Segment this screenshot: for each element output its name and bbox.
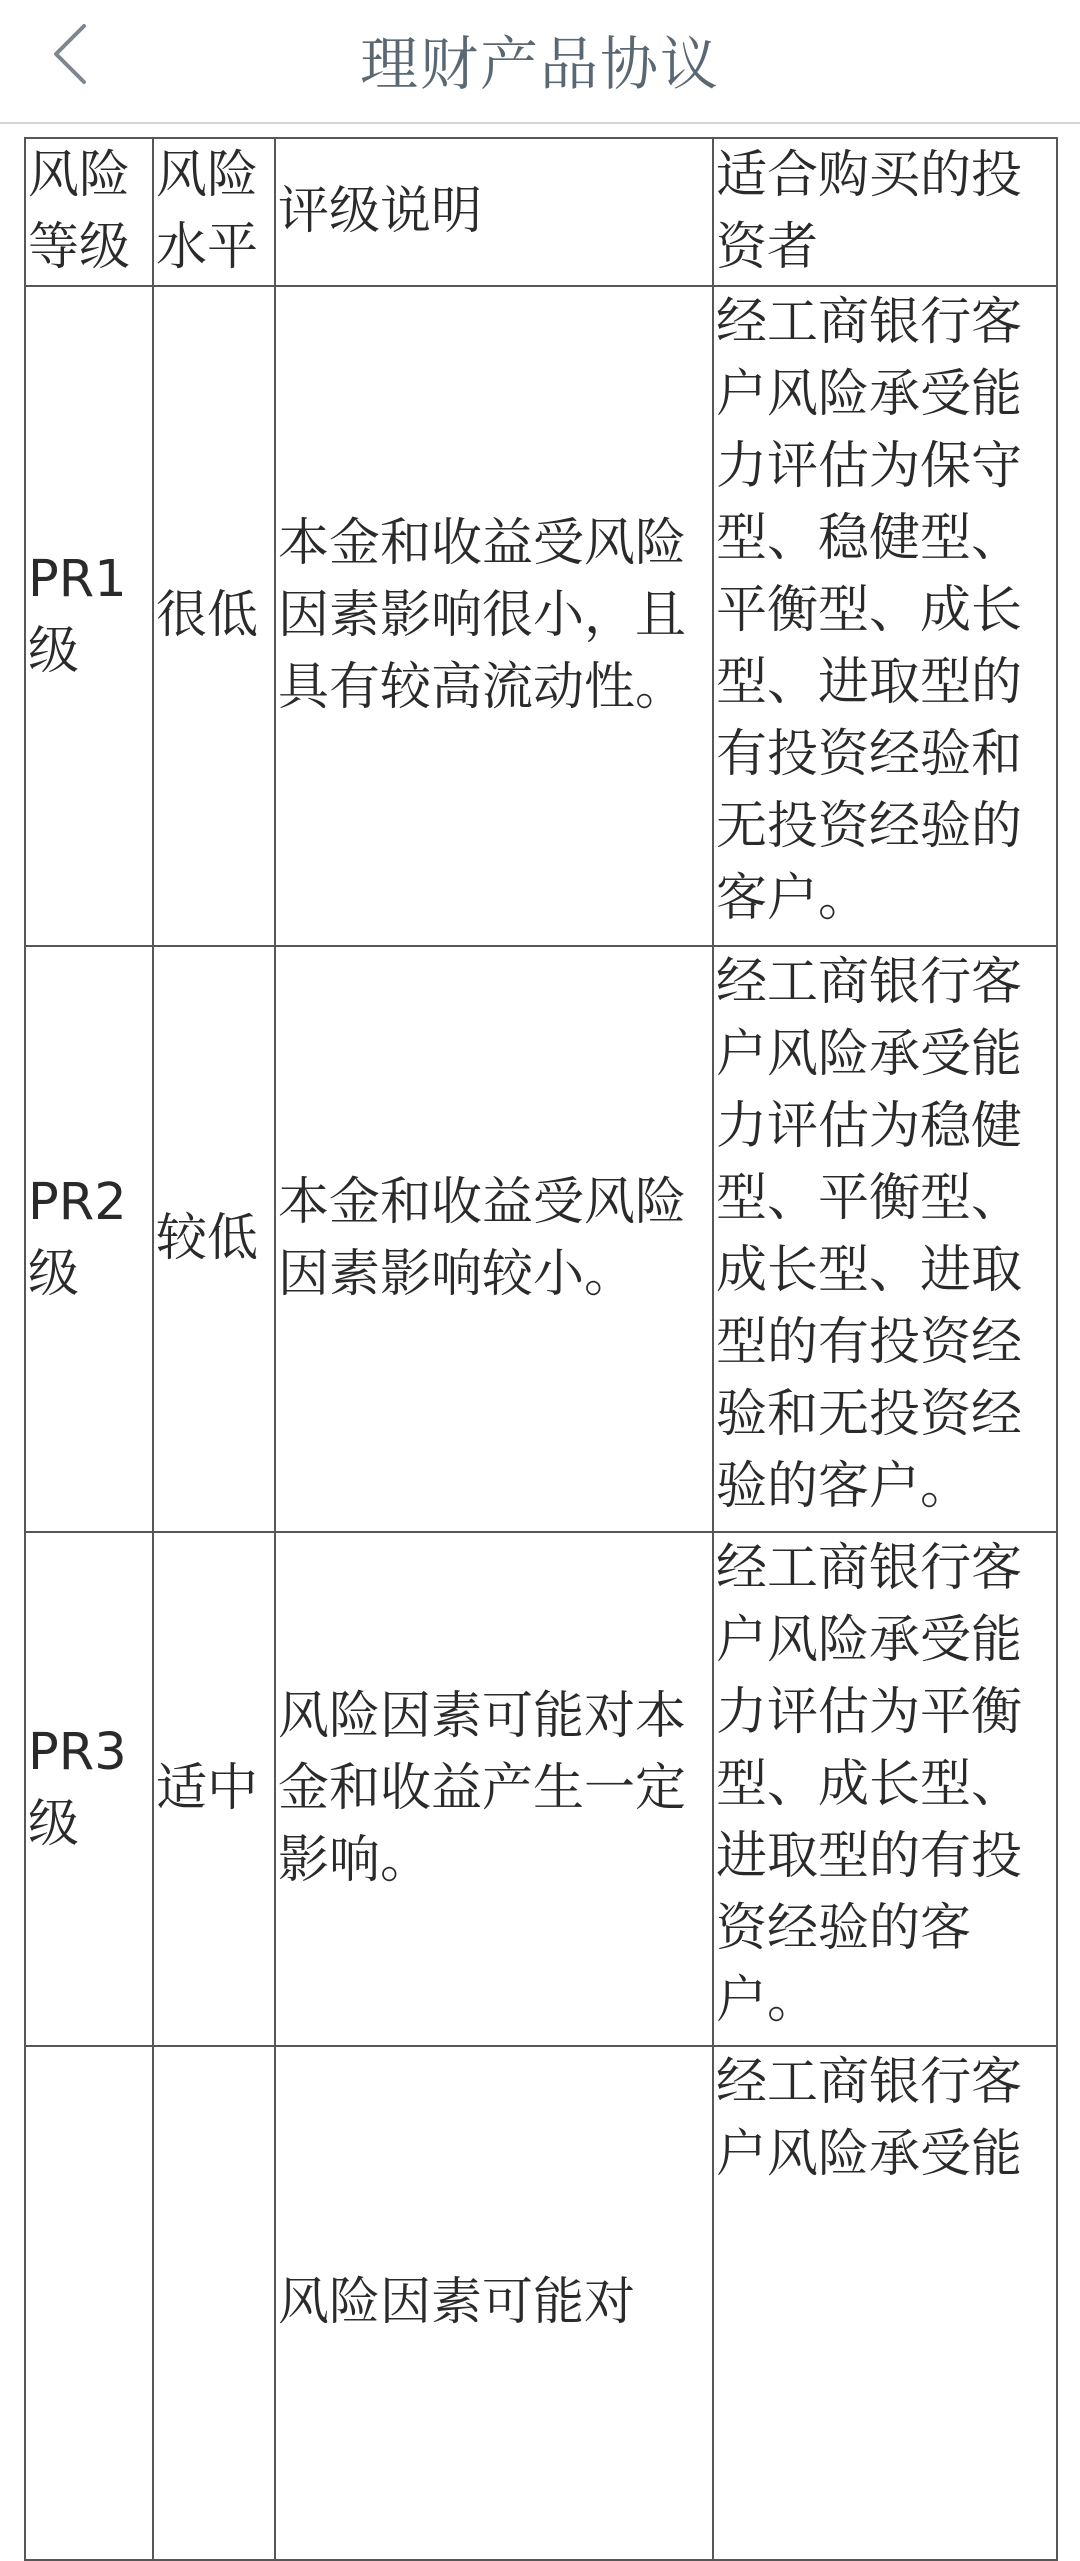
suitable-investors-cell: 经工商银行客户风险承受能力评估为保守型、稳健型、平衡型、成长型、进取型的有投资经验和无投资经验的客户。 <box>713 286 1057 946</box>
risk-level-cell: 适中 <box>153 1532 275 2046</box>
rating-description-cell: 本金和收益受风险因素影响较小。 <box>275 946 713 1532</box>
header-risk-grade: 风险等级 <box>25 138 153 286</box>
risk-grade-cell <box>25 2046 153 2560</box>
risk-level-cell: 很低 <box>153 286 275 946</box>
rating-description-cell: 风险因素可能对 <box>275 2046 713 2560</box>
header-risk-level: 风险水平 <box>153 138 275 286</box>
table-row <box>25 1532 1057 2046</box>
suitable-investors-cell: 经工商银行客户风险承受能力评估为稳健型、平衡型、成长型、进取型的有投资经验和无投资经验的客户。 <box>713 946 1057 1532</box>
table-header-row <box>25 138 1057 286</box>
suitable-investors-cell: 经工商银行客户风险承受能 <box>713 2046 1057 2560</box>
header-rating-description: 评级说明 <box>275 138 713 286</box>
rating-description-cell: 风险因素可能对本金和收益产生一定影响。 <box>275 1532 713 2046</box>
risk-rating-table <box>24 137 1058 2561</box>
risk-grade-cell: PR1级 <box>25 286 153 946</box>
risk-level-cell <box>153 2046 275 2560</box>
page-title: 理财产品协议 <box>359 30 720 98</box>
suitable-investors-cell: 经工商银行客户风险承受能力评估为平衡型、成长型、进取型的有投资经验的客户。 <box>713 1532 1057 2046</box>
risk-grade-cell: PR2级 <box>25 946 153 1532</box>
table-row <box>25 2046 1057 2560</box>
risk-grade-cell: PR3级 <box>25 1532 153 2046</box>
table-row <box>25 286 1057 946</box>
agreement-content[interactable] <box>24 137 1056 2332</box>
risk-level-cell: 较低 <box>153 946 275 1532</box>
table-row <box>25 946 1057 1532</box>
header-suitable-investors: 适合购买的投资者 <box>713 138 1057 286</box>
app-header <box>0 0 1080 124</box>
rating-description-cell: 本金和收益受风险因素影响很小，且具有较高流动性。 <box>275 286 713 946</box>
